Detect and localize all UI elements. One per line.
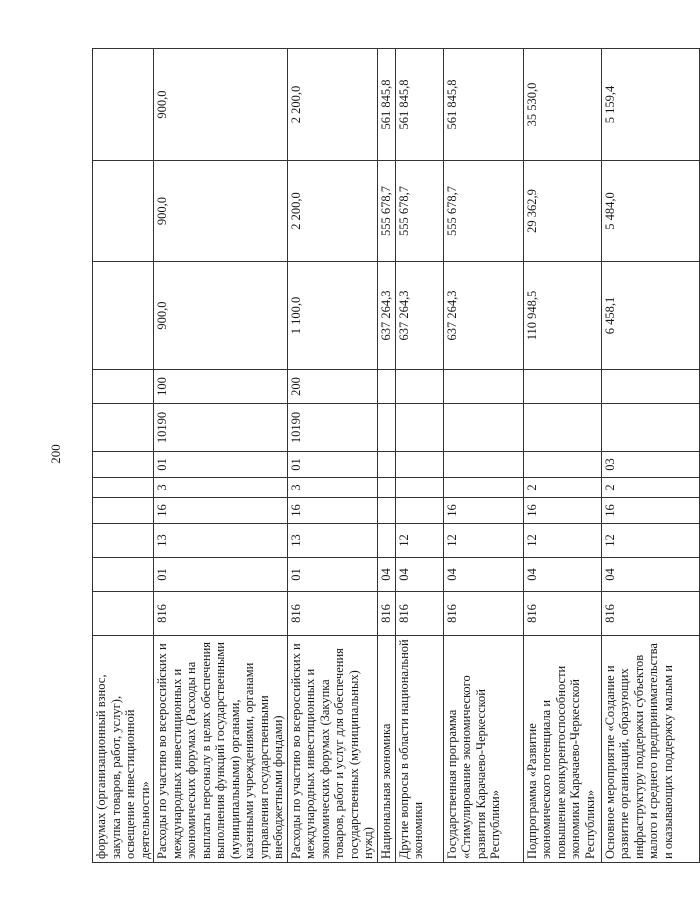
- row-description: Другие вопросы в области национальной экономики: [395, 636, 443, 863]
- cell-code: 816: [287, 592, 377, 636]
- cell-code: 816: [523, 592, 601, 636]
- cell-direction: [601, 404, 699, 452]
- cell-subsection: 12: [395, 524, 443, 558]
- cell-amount-3: 5 159,4: [601, 49, 699, 161]
- cell-program: 16: [443, 498, 523, 524]
- cell-code: 816: [443, 592, 523, 636]
- cell-amount-3: 2 200,0: [287, 49, 377, 161]
- row-description: Расходы по участию во всероссийских и международных инвестиционных и экономических форумах (Закупка товаров, работ и услуг для обеспечения государственных (муниципальных) нужд): [287, 636, 377, 863]
- row-description: Национальная экономика: [377, 636, 395, 863]
- table-row: [154, 49, 288, 863]
- cell-amount-3: 35 530,0: [523, 49, 601, 161]
- cell-amount-3: [93, 49, 154, 161]
- cell-code: 816: [395, 592, 443, 636]
- table-row: [395, 49, 443, 863]
- cell-amount-3: 561 845,8: [443, 49, 523, 161]
- cell-direction: [93, 404, 154, 452]
- cell-expense-type: 100: [154, 370, 288, 404]
- cell-expense-type: [523, 370, 601, 404]
- cell-amount-1: 637 264,3: [443, 262, 523, 370]
- cell-amount-2: 900,0: [154, 161, 288, 262]
- cell-event: [93, 452, 154, 478]
- cell-program: 16: [154, 498, 288, 524]
- cell-subsection: [377, 524, 395, 558]
- cell-amount-1: 6 458,1: [601, 262, 699, 370]
- cell-amount-2: 29 362,9: [523, 161, 601, 262]
- cell-section: 04: [395, 558, 443, 592]
- cell-direction: 10190: [287, 404, 377, 452]
- cell-expense-type: [601, 370, 699, 404]
- table-row: [523, 49, 601, 863]
- cell-amount-3: 561 845,8: [377, 49, 395, 161]
- budget-table: [92, 48, 700, 863]
- row-description: Подпрограмма «Развитие экономического потенциала и повышение конкурентоспособности экономики Карачаево-Черкесской Республики»: [523, 636, 601, 863]
- cell-amount-2: [93, 161, 154, 262]
- cell-amount-2: 555 678,7: [443, 161, 523, 262]
- cell-program: [93, 498, 154, 524]
- cell-section: 01: [287, 558, 377, 592]
- cell-subsection: 12: [523, 524, 601, 558]
- cell-expense-type: [93, 370, 154, 404]
- table-row: [377, 49, 395, 863]
- row-description: форумах (организационный взнос, закупка товаров, работ, услуг), освещение инвестиционной деятельности»: [93, 636, 154, 863]
- page-number: 200: [48, 444, 63, 464]
- cell-subprogram: 3: [154, 478, 288, 498]
- cell-amount-1: 110 948,5: [523, 262, 601, 370]
- cell-code: 816: [377, 592, 395, 636]
- cell-amount-1: 900,0: [154, 262, 288, 370]
- cell-section: 04: [601, 558, 699, 592]
- cell-section: 01: [154, 558, 288, 592]
- cell-amount-2: 2 200,0: [287, 161, 377, 262]
- cell-subsection: 12: [443, 524, 523, 558]
- cell-code: 816: [154, 592, 288, 636]
- cell-program: 16: [601, 498, 699, 524]
- cell-program: [395, 498, 443, 524]
- cell-amount-2: 5 484,0: [601, 161, 699, 262]
- cell-amount-2: 555 678,7: [377, 161, 395, 262]
- row-description: Государственная программа «Стимулирование экономического развития Карачаево-Черкесской Республики»: [443, 636, 523, 863]
- cell-direction: [443, 404, 523, 452]
- cell-program: [377, 498, 395, 524]
- cell-section: 04: [377, 558, 395, 592]
- cell-expense-type: [395, 370, 443, 404]
- cell-subsection: [93, 524, 154, 558]
- cell-section: 04: [443, 558, 523, 592]
- cell-subprogram: 2: [523, 478, 601, 498]
- row-description: Основное мероприятие «Создание и развитие организаций, образующих инфраструктуру поддержки субъектов малого и среднего предпринимательства и оказывающих поддержку малым и: [601, 636, 699, 863]
- table-row: [601, 49, 699, 863]
- table-row: [287, 49, 377, 863]
- cell-event: 01: [287, 452, 377, 478]
- cell-section: 04: [523, 558, 601, 592]
- cell-amount-1: 1 100,0: [287, 262, 377, 370]
- cell-amount-3: 900,0: [154, 49, 288, 161]
- cell-event: [523, 452, 601, 478]
- cell-event: [395, 452, 443, 478]
- cell-direction: [377, 404, 395, 452]
- cell-amount-3: 561 845,8: [395, 49, 443, 161]
- row-description: Расходы по участию во всероссийских и международных инвестиционных и экономических форумах (Расходы на выплаты персоналу в целях обеспечения выполнения функций государственными (муниципальными) органами, казенными учреждениями, органами управления государственными внебюджетными фондами): [154, 636, 288, 863]
- cell-subprogram: [377, 478, 395, 498]
- table-row: [93, 49, 154, 863]
- cell-expense-type: [377, 370, 395, 404]
- cell-expense-type: [443, 370, 523, 404]
- cell-event: [443, 452, 523, 478]
- cell-subprogram: [395, 478, 443, 498]
- cell-code: 816: [601, 592, 699, 636]
- cell-event: [377, 452, 395, 478]
- cell-subprogram: [93, 478, 154, 498]
- cell-amount-2: 555 678,7: [395, 161, 443, 262]
- cell-amount-1: 637 264,3: [377, 262, 395, 370]
- cell-section: [93, 558, 154, 592]
- table-row: [443, 49, 523, 863]
- cell-program: 16: [287, 498, 377, 524]
- cell-event: 03: [601, 452, 699, 478]
- cell-subprogram: 2: [601, 478, 699, 498]
- cell-subsection: 13: [287, 524, 377, 558]
- cell-subsection: 12: [601, 524, 699, 558]
- cell-amount-1: [93, 262, 154, 370]
- cell-direction: [395, 404, 443, 452]
- cell-program: 16: [523, 498, 601, 524]
- cell-subprogram: [443, 478, 523, 498]
- cell-code: [93, 592, 154, 636]
- cell-subprogram: 3: [287, 478, 377, 498]
- cell-amount-1: 637 264,3: [395, 262, 443, 370]
- cell-expense-type: 200: [287, 370, 377, 404]
- cell-event: 01: [154, 452, 288, 478]
- cell-direction: [523, 404, 601, 452]
- cell-direction: 10190: [154, 404, 288, 452]
- cell-subsection: 13: [154, 524, 288, 558]
